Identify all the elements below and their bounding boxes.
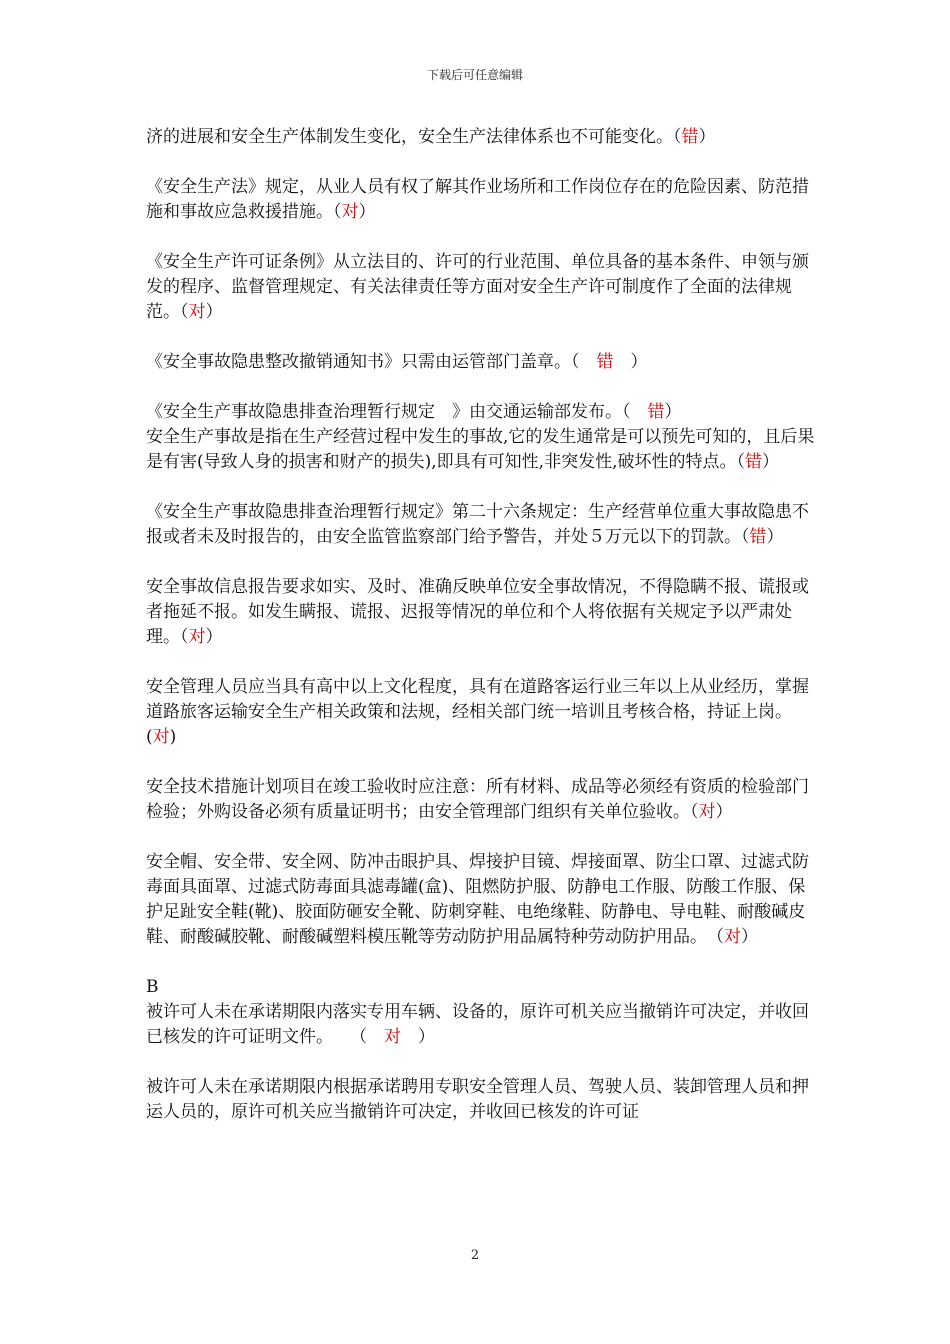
question-4: 《安全事故隐患整改撤销通知书》只需由运管部门盖章。（ 错 ） <box>146 352 648 372</box>
answer-mark: 对 <box>384 1027 401 1047</box>
question-6: 安全生产事故是指在生产经营过程中发生的事故,它的发生通常是可以预先可知的，且后果是有害(导致人身的损害和财产的损失),即具有可知性,非突发性,破坏性的特点。（错） <box>146 427 815 472</box>
answer-mark: 对 <box>341 202 359 222</box>
question-1: 济的进展和安全生产体制发生变化，安全生产法律体系也不可能变化。（错） <box>146 127 716 147</box>
page-number: 2 <box>470 1248 480 1263</box>
answer-mark: 对 <box>152 727 170 747</box>
answer-mark: 对 <box>188 627 206 647</box>
question-b1: 被许可人未在承诺期限内落实专用车辆、设备的，原许可机关应当撤销许可决定，并收回已核发的许可证明文件。 （ 对 ） <box>146 1002 809 1047</box>
document-body <box>146 125 816 1125</box>
answer-mark: 对 <box>698 802 716 822</box>
answer-mark: 错 <box>749 527 767 547</box>
question-11: 安全帽、安全带、安全网、防冲击眼护具、焊接护目镜、焊接面罩、防尘口罩、过滤式防毒面具面罩、过滤式防毒面具滤毒罐(盒)、阻燃防护服、防静电工作服、防酸工作服、保护足趾安全鞋(靴)、胶面防砸安全靴、防刺穿鞋、电绝缘鞋、防静电、导电鞋、耐酸碱皮鞋、耐酸碱胶靴、耐酸碱塑料模压靴等劳动防护用品属特种劳动防护用品。 （对） <box>146 852 809 947</box>
answer-mark: 错 <box>647 402 665 422</box>
question-10: 安全技术措施计划项目在竣工验收时应注意：所有材料、成品等必须经有资质的检验部门检验；外购设备必须有质量证明书；由安全管理部门组织有关单位验收。（对） <box>146 777 809 822</box>
answer-mark: 对 <box>188 302 206 322</box>
answer-mark: 错 <box>596 352 614 372</box>
question-9: 安全管理人员应当具有高中以上文化程度，具有在道路客运行业三年以上从业经历，掌握道路旅客运输安全生产相关政策和法规，经相关部门统一培训且考核合格，持证上岗。(对) <box>146 677 809 747</box>
question-5: 《安全生产事故隐患排查治理暂行规定 》由交通运输部发布。（ 错） <box>146 402 682 422</box>
question-7: 《安全生产事故隐患排查治理暂行规定》第二十六条规定：生产经营单位重大事故隐患不报或者未及时报告的，由安全监管监察部门给予警告，并处５万元以下的罚款。（错） <box>146 502 809 547</box>
section-letter: B <box>146 977 159 997</box>
question-8: 安全事故信息报告要求如实、及时、准确反映单位安全事故情况，不得隐瞒不报、谎报或者拖延不报。如发生瞒报、谎报、迟报等情况的单位和个人将依据有关规定予以严肃处理。（对） <box>146 577 809 647</box>
question-b2: 被许可人未在承诺期限内根据承诺聘用专职安全管理人员、驾驶人员、装卸管理人员和押运人员的，原许可机关应当撤销许可决定，并收回已核发的许可证 <box>146 1077 809 1122</box>
answer-mark: 错 <box>744 452 762 472</box>
answer-mark: 对 <box>724 927 741 947</box>
page-header: 下载后可任意编辑 <box>426 68 523 82</box>
question-2: 《安全生产法》规定，从业人员有权了解其作业场所和工作岗位存在的危险因素、防范措施和事故应急救援措施。（对） <box>146 177 809 222</box>
question-3: 《安全生产许可证条例》从立法目的、许可的行业范围、单位具备的基本条件、申领与颁发的程序、监督管理规定、有关法律责任等方面对安全生产许可制度作了全面的法律规范。（对） <box>146 252 809 322</box>
answer-mark: 错 <box>681 127 699 147</box>
